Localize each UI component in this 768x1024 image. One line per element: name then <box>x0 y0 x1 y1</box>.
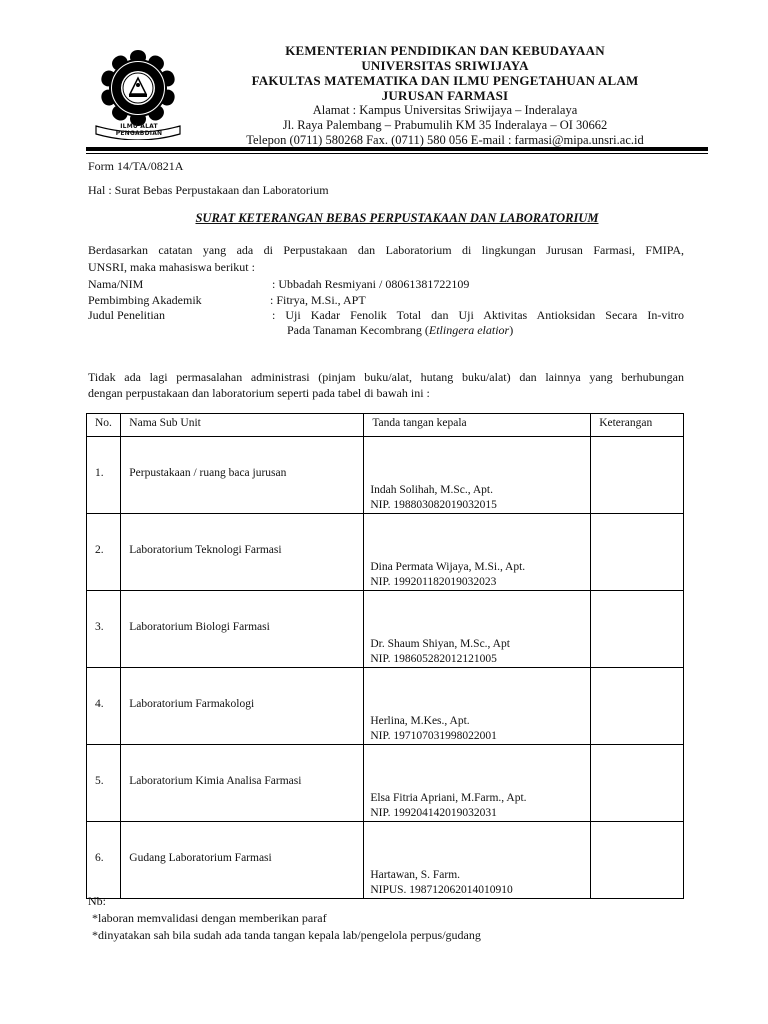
pembimbing-label: Pembimbing Akademik <box>88 293 202 307</box>
row-unit-cell <box>121 437 364 514</box>
header-faculty: FAKULTAS MATEMATIKA DAN ILMU PENGETAHUAN ALAM <box>251 73 639 88</box>
row-no-cell <box>87 745 121 822</box>
signature-cell[interactable] <box>364 514 591 591</box>
row-no-cell <box>87 668 121 745</box>
table-header-row <box>87 414 684 437</box>
statement-line-2: dengan perpustakaan dan laboratorium seperti pada tabel di bawah ini : <box>88 386 430 400</box>
clearance-table <box>86 413 684 899</box>
row-no-cell <box>87 591 121 668</box>
header-signature: Tanda tangan kepala <box>372 417 467 429</box>
row-no-cell <box>87 437 121 514</box>
logo-motto: ILMU ALAT PENGABDIAN <box>115 123 163 137</box>
intro-line-1: Berdasarkan catatan yang ada di Perpustakaan dan Laboratorium di lingkungan Jurusan Farmasi, FMIPA, <box>88 243 684 257</box>
signature-cell[interactable] <box>364 591 591 668</box>
header-address-2: Jl. Raya Palembang – Prabumulih KM 35 Inderalaya – OI 30662 <box>282 118 608 132</box>
header-contact: Telepon (0711) 580268 Fax. (0711) 580 056 E-mail : farmasi@mipa.unsri.ac.id <box>246 133 644 147</box>
judul-value-line-2 <box>287 322 513 338</box>
row-head-name: Dr. Shaum Shiyan, M.Sc., Apt <box>370 638 510 650</box>
row-unit: Laboratorium Farmakologi <box>129 698 255 710</box>
header-cell-remarks <box>591 414 684 437</box>
note-2: *dinyatakan sah bila sudah ada tanda tangan kepala lab/pengelola perpus/gudang <box>92 928 481 942</box>
row-head-name: Hartawan, S. Farm. <box>370 869 461 881</box>
judul-text: Pada Tanaman Kecombrang ( <box>287 323 429 337</box>
row-no: 4. <box>95 698 104 710</box>
judul-value-line-1: : Uji Kadar Fenolik Total dan Uji Aktivitas Antioksidan Secara In-vitro <box>272 308 684 322</box>
row-unit-cell <box>121 745 364 822</box>
row-no-cell <box>87 514 121 591</box>
header-address-1: Alamat : Kampus Universitas Sriwijaya – Inderalaya <box>312 103 578 117</box>
header-cell-no <box>87 414 121 437</box>
letterhead-rule-thin <box>86 153 708 154</box>
header-cell-signature <box>364 414 591 437</box>
row-head-name: Dina Permata Wijaya, M.Si., Apt. <box>370 561 526 573</box>
row-unit: Gudang Laboratorium Farmasi <box>129 852 272 864</box>
notes-label: Nb: <box>88 894 106 908</box>
nama-label: Nama/NIM <box>88 277 144 291</box>
note-1: *laboran memvalidasi dengan memberikan paraf <box>92 911 327 925</box>
table-row <box>87 437 684 514</box>
row-no: 5. <box>95 775 104 787</box>
row-unit-cell <box>121 668 364 745</box>
row-no: 3. <box>95 621 104 633</box>
remarks-cell[interactable] <box>591 822 684 899</box>
remarks-cell[interactable] <box>591 437 684 514</box>
species-name: Etlingera elatior <box>428 323 510 337</box>
remarks-cell[interactable] <box>591 745 684 822</box>
row-head-nip: NIP. 198803082019032015 <box>370 499 497 511</box>
row-head-name: Herlina, M.Kes., Apt. <box>370 715 470 727</box>
signature-cell[interactable] <box>364 745 591 822</box>
table-row <box>87 668 684 745</box>
judul-label: Judul Penelitian <box>88 308 165 322</box>
row-unit-cell <box>121 514 364 591</box>
row-no: 2. <box>95 544 104 556</box>
signature-cell[interactable] <box>364 437 591 514</box>
row-no: 6. <box>95 852 104 864</box>
pembimbing-value: : Fitrya, M.Si., APT <box>270 293 366 307</box>
nama-value: : Ubbadah Resmiyani / 08061381722109 <box>272 277 470 291</box>
header-university: UNIVERSITAS SRIWIJAYA <box>361 58 529 73</box>
row-head-nip: NIP. 197107031998022001 <box>370 730 497 742</box>
header-unit: Nama Sub Unit <box>129 417 201 429</box>
table-row <box>87 514 684 591</box>
table-row <box>87 591 684 668</box>
row-unit: Perpustakaan / ruang baca jurusan <box>129 467 287 479</box>
form-number: Form 14/TA/0821A <box>88 159 184 173</box>
remarks-cell[interactable] <box>591 514 684 591</box>
row-head-name: Elsa Fitria Apriani, M.Farm., Apt. <box>370 792 527 804</box>
row-unit: Laboratorium Teknologi Farmasi <box>129 544 282 556</box>
row-unit: Laboratorium Kimia Analisa Farmasi <box>129 775 302 787</box>
signature-cell[interactable] <box>364 822 591 899</box>
row-head-nip: NIP. 199201182019032023 <box>370 576 497 588</box>
letterhead-rule-thick <box>86 147 708 151</box>
document-title: SURAT KETERANGAN BEBAS PERPUSTAKAAN DAN LABORATORIUM <box>195 211 599 225</box>
row-head-nip: NIPUS. 198712062014010910 <box>370 884 513 896</box>
row-unit-cell <box>121 822 364 899</box>
row-head-nip: NIP. 199204142019032031 <box>370 807 497 819</box>
remarks-cell[interactable] <box>591 668 684 745</box>
judul-close-paren: ) <box>509 323 514 337</box>
table-row <box>87 745 684 822</box>
logo-ring-text <box>114 84 162 89</box>
header-no: No. <box>95 417 112 429</box>
header-ministry: KEMENTERIAN PENDIDIKAN DAN KEBUDAYAAN <box>285 43 605 58</box>
statement-line-1: Tidak ada lagi permasalahan administrasi (pinjam buku/alat, hutang buku/alat) dan lainnya yang berhubungan <box>88 370 684 384</box>
subject-line: Hal : Surat Bebas Perpustakaan dan Laboratorium <box>88 183 329 197</box>
remarks-cell[interactable] <box>591 591 684 668</box>
university-logo <box>88 48 188 140</box>
signature-cell[interactable] <box>364 668 591 745</box>
row-no: 1. <box>95 467 104 479</box>
row-unit: Laboratorium Biologi Farmasi <box>129 621 270 633</box>
row-head-nip: NIP. 198605282012121005 <box>370 653 497 665</box>
header-remarks: Keterangan <box>599 417 653 429</box>
row-unit-cell <box>121 591 364 668</box>
row-no-cell <box>87 822 121 899</box>
header-cell-unit <box>121 414 364 437</box>
table-row <box>87 822 684 899</box>
intro-line-2: UNSRI, maka mahasiswa berikut : <box>88 260 255 274</box>
row-head-name: Indah Solihah, M.Sc., Apt. <box>370 484 493 496</box>
header-department: JURUSAN FARMASI <box>381 88 509 103</box>
letterhead <box>200 43 690 148</box>
